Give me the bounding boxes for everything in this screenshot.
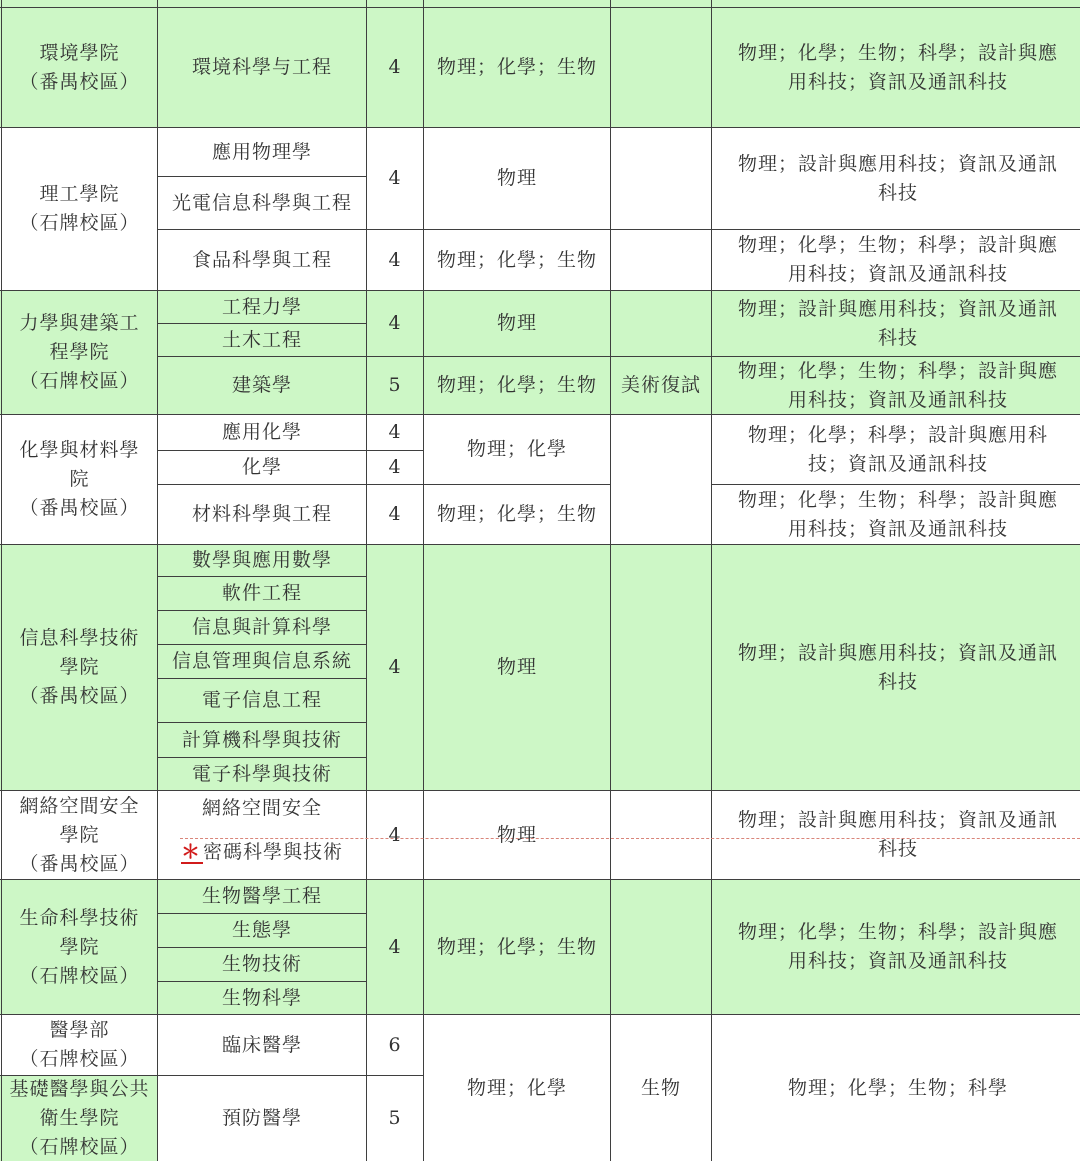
college-cell: 信息科學技術學院 （番禺校區） (19, 627, 140, 707)
asterisk-underline (181, 862, 203, 864)
major-cell: 網絡空間安全 (201, 796, 322, 819)
subjects-cell: 物理 (496, 167, 537, 189)
major-cell: 環境科學与工程 (191, 56, 332, 78)
major-cell: 計算機科學與技術 (181, 728, 342, 751)
major-cell: 數學與應用數學 (191, 549, 332, 571)
major-cell-text: 密碼科學與技術 (203, 840, 344, 863)
requirement-cell: 物理；化學；生物；科學；設計與應用科技；資訊及通訊科技 (737, 488, 1058, 540)
asterisk-icon: ＊ (180, 840, 201, 863)
major-cell: 信息管理與信息系統 (171, 650, 352, 672)
major-cell: 土木工程 (221, 328, 302, 351)
major-cell: 信息與計算科學 (191, 616, 332, 638)
requirement-cell: 物理；化學；生物；科學；設計與應用科技；資訊及通訊科技 (737, 921, 1058, 972)
requirement-cell: 物理；設計與應用科技；資訊及通訊科技 (737, 809, 1058, 860)
subjects-cell: 物理；化學 (466, 438, 567, 460)
band-top (0, 0, 1080, 7)
college-cell: 環境學院 （番禺校區） (19, 41, 140, 93)
grid-line (610, 0, 611, 1161)
extra-cell (611, 8, 711, 127)
major-cell: 材料科學與工程 (191, 503, 332, 525)
requirement-cell: 物理；化學；生物；科學；設計與應用科技；資訊及通訊科技 (737, 234, 1058, 285)
years-cell: 5 (388, 1107, 402, 1129)
major-cell: 生物醫學工程 (201, 885, 322, 907)
major-cell: 生態學 (231, 919, 292, 941)
years-cell: 4 (388, 456, 402, 478)
college-cell: 醫學部 （石牌校區） (19, 1019, 140, 1070)
requirement-cell: 物理；化學；科學；設計與應用科技；資訊及通訊科技 (747, 423, 1048, 475)
major-cell: 預防醫學 (221, 1107, 302, 1129)
extra-cell: 美術復試 (620, 374, 701, 396)
college-cell: 基礎醫學與公共衛生學院 （石牌校區） (9, 1078, 150, 1158)
subjects-cell: 物理；化學；生物 (436, 56, 597, 78)
years-cell: 4 (388, 167, 402, 189)
subjects-cell: 物理 (496, 823, 537, 846)
years-cell: 4 (388, 421, 402, 443)
college-cell: 理工學院 （石牌校區） (19, 183, 140, 234)
major-cell: 軟件工程 (221, 582, 302, 604)
subjects-cell: 物理；化學；生物 (436, 374, 597, 396)
requirement-cell: 物理；化學；生物；科學；設計與應用科技；資訊及通訊科技 (737, 41, 1058, 93)
subjects-cell: 物理 (496, 312, 537, 334)
major-cell: 光電信息科學與工程 (171, 191, 352, 214)
subjects-cell: 物理；化學；生物 (436, 248, 597, 271)
requirement-cell: 物理；化學；生物；科學；設計與應用科技；資訊及通訊科技 (737, 359, 1058, 411)
years-cell: 4 (388, 656, 402, 678)
major-cell: 生物科學 (221, 986, 302, 1009)
college-cell: 生命科學技術學院 （石牌校區） (19, 906, 140, 987)
subjects-cell: 物理；化學 (466, 1076, 567, 1099)
major-cell: 生物技術 (221, 953, 302, 975)
college-cell: 力學與建築工程學院 （石牌校區） (19, 312, 140, 392)
extra-cell: 生物 (640, 1076, 681, 1099)
subjects-cell: 物理；化學；生物 (436, 503, 597, 525)
major-cell: 建築學 (231, 374, 292, 396)
major-cell: 工程力學 (221, 295, 302, 318)
major-cell: 化學 (241, 456, 282, 478)
years-cell: 4 (388, 503, 402, 525)
college-cell: 網絡空間安全學院 （番禺校區） (19, 794, 140, 875)
years-cell: 4 (388, 935, 402, 958)
years-cell: 4 (388, 56, 402, 78)
years-cell: 5 (388, 374, 402, 396)
grid-line (711, 0, 712, 1161)
college-cell: 化學與材料學院 （番禺校區） (19, 439, 140, 519)
major-cell: 電子科學與技術 (191, 762, 332, 785)
requirement-cell: 物理；設計與應用科技；資訊及通訊科技 (737, 641, 1058, 693)
major-cell: 電子信息工程 (201, 689, 322, 711)
years-cell: 4 (388, 248, 402, 271)
subjects-cell: 物理 (496, 656, 537, 678)
requirement-cell: 物理；設計與應用科技；資訊及通訊科技 (737, 297, 1058, 349)
major-cell: 臨床醫學 (221, 1033, 302, 1056)
subjects-cell: 物理；化學；生物 (436, 935, 597, 958)
major-cell: 食品科學與工程 (191, 248, 332, 271)
major-cell: 應用化學 (221, 421, 302, 443)
years-cell: 4 (388, 312, 402, 334)
years-cell: 4 (388, 823, 402, 846)
requirement-cell: 物理；設計與應用科技；資訊及通訊科技 (737, 152, 1058, 204)
years-cell: 6 (388, 1033, 402, 1056)
major-cell: 應用物理學 (211, 140, 312, 163)
requirement-cell: 物理；化學；生物；科學 (787, 1076, 1008, 1099)
